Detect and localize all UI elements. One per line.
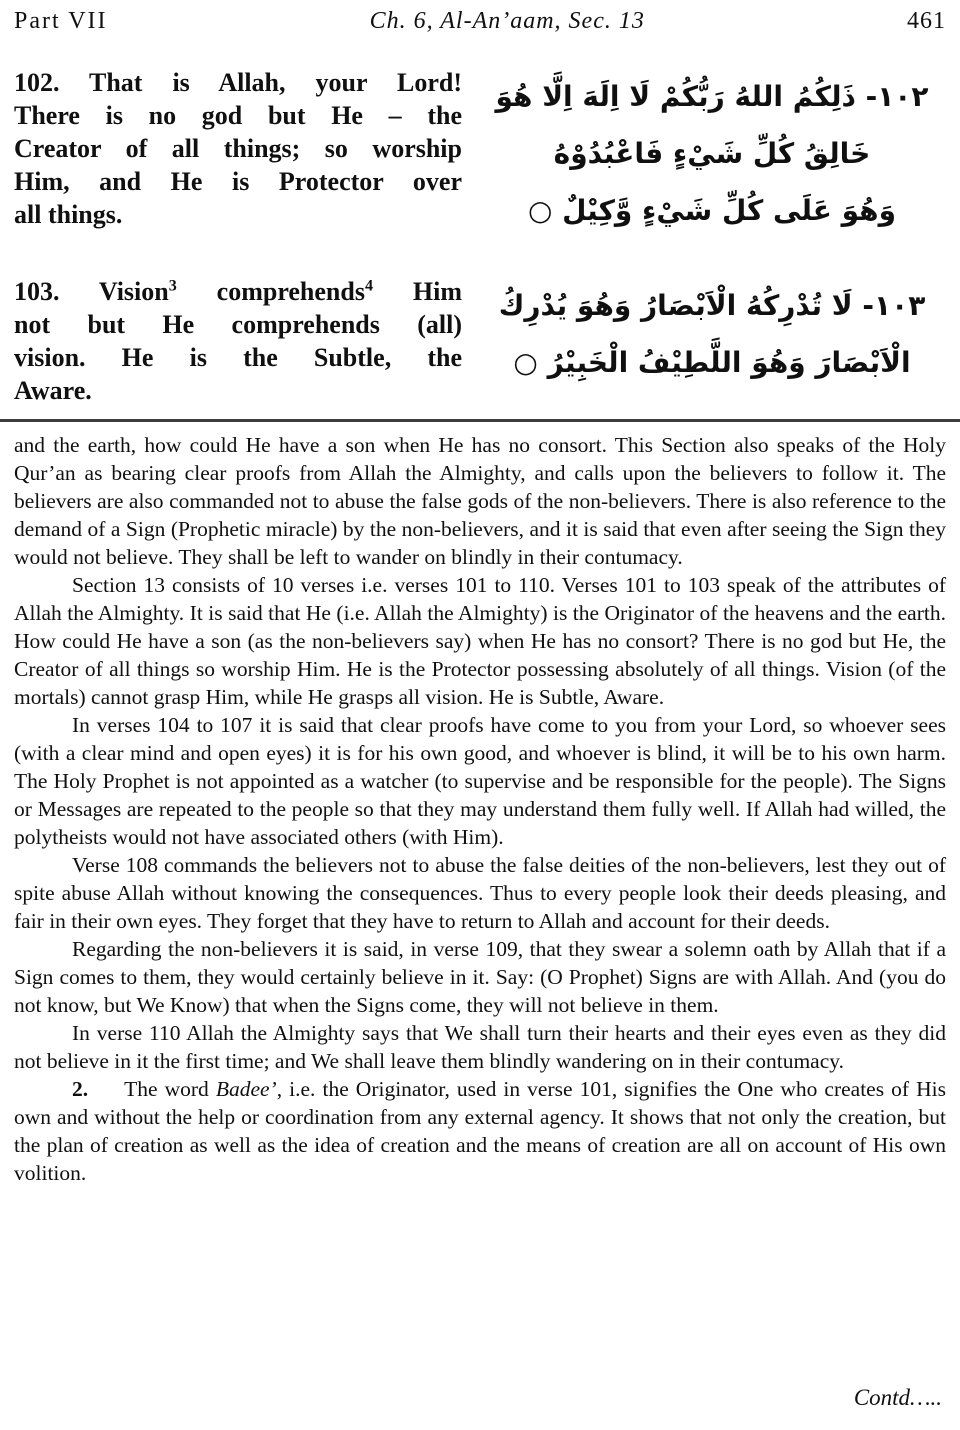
verse-english-line [14, 374, 462, 407]
arabic-line: خَالِقُ كُلِّ شَيْءٍ فَاعْبُدُوْهُ [553, 137, 871, 170]
text-segment: Regarding the non-believers it is said, in verse 109, that they swear a solemn oath by Allah that if a Sign comes to them, they would certainly believe in it. Say: (O Prophet) Signs are with Allah. And (you do not know, but We Know) that when the Signs come, they will not believe in them. [14, 937, 946, 1017]
commentary-paragraph [14, 935, 946, 1019]
text-segment: 103. Vision [14, 277, 169, 306]
verse-english-line [14, 132, 462, 165]
verse-english-line [14, 308, 462, 341]
text-segment: Badee’ [215, 1077, 277, 1101]
commentary-paragraph [14, 851, 946, 935]
chapter-title: Ch. 6, Al-An’aam, Sec. 13 [369, 8, 645, 34]
text-segment: In verse 110 Allah the Almighty says that We shall turn their hearts and their eyes even as they did not believe in it the first time; and We shall leave them blindly wandering on in their contumacy. [14, 1021, 946, 1073]
arabic-line: ١٠٣- لَا تُدْرِكُهُ الْاَبْصَارُ وَهُوَ يُدْرِكُ [498, 289, 926, 322]
text-segment: In verses 104 to 107 it is said that clear proofs have come to you from your Lord, so whoever sees (with a clear mind and open eyes) it is for his own good, and whoever is blind, it will be to his own harm. The Holy Prophet is not appointed as a watcher (to supervise and be responsible for the people). The Signs or Messages are repeated to the people so that they may understand them fully well. If Allah had willed, the polytheists would not have associated others (with Him). [14, 713, 946, 849]
commentary-section [14, 431, 946, 1187]
verse-english-line [14, 275, 462, 308]
section-divider [0, 419, 960, 422]
verse-english-translation [14, 66, 462, 231]
part-label: Part VII [14, 8, 108, 34]
commentary-paragraph [14, 431, 946, 571]
commentary-paragraph [14, 1019, 946, 1075]
text-segment: The word [124, 1077, 216, 1101]
text-segment: 2. [72, 1077, 89, 1101]
text-segment: Aware. [14, 376, 92, 405]
verse-english-line [14, 165, 462, 198]
text-segment: Creator of all things; so worship [14, 134, 462, 163]
text-segment: , i.e. the Originator, used in verse 101, signifies the One who creates of His own and without the help or coordination from any external agency. It shows that not only the creation, but the plan of creation as well as the idea of creation and the means of creation are all on account of His own volition. [14, 1077, 946, 1185]
arabic-line: ١٠٢- ذَلِكُمُ اللهُ رَبُّكُمْ لَا اِلَهَ اِلَّا هُوَ [495, 80, 929, 113]
text-segment: 102. That is Allah, your Lord! [14, 68, 462, 97]
page-header [14, 6, 946, 36]
verse-row [14, 66, 946, 239]
verse-arabic-text [478, 66, 946, 239]
commentary-paragraph [14, 711, 946, 851]
verse-english-line [14, 341, 462, 374]
verse-english-line [14, 198, 462, 231]
text-segment: Him [373, 277, 462, 306]
page-number: 461 [906, 8, 946, 34]
verse-english-line [14, 66, 462, 99]
verse-arabic-text [478, 275, 946, 391]
text-segment: and the earth, how could He have a son when He has no consort. This Section also speaks of the Holy Qur’an as bearing clear proofs from Allah the Almighty, and calls upon the believers to follow it. The believers are also commanded not to abuse the false gods of the non-believers. There is also reference to the demand of a Sign (Prophetic miracle) by the non-believers, and it is said that even after seeing the Sign they would not believe. They shall be left to wander on blindly in their contumacy. [14, 433, 946, 569]
verse-english-line [14, 99, 462, 132]
text-segment: There is no god but He – the [14, 101, 462, 130]
arabic-line: وَهُوَ عَلَى كُلِّ شَيْءٍ وَّكِيْلٌ ○ [528, 194, 896, 227]
page-footer [854, 1385, 942, 1411]
text-segment: Verse 108 commands the believers not to abuse the false deities of the non-believers, lest they out of spite abuse Allah without knowing the consequences. Thus to every people look their deeds pleasing, and fair in their own eyes. They forget that they have to return to Allah and account for their deeds. [14, 853, 946, 933]
text-segment: 4 [364, 277, 374, 295]
text-segment: comprehends [176, 277, 365, 306]
verse-row [14, 275, 946, 407]
text-segment: not but He comprehends (all) [14, 310, 462, 339]
contd-label: Contd….. [853, 1385, 942, 1410]
commentary-paragraph [14, 571, 946, 711]
commentary-paragraph [14, 1075, 946, 1187]
text-segment: vision. He is the Subtle, the [14, 343, 462, 372]
verse-english-translation [14, 275, 462, 407]
arabic-line: الْاَبْصَارَ وَهُوَ اللَّطِيْفُ الْخَبِيْرُ ○ [513, 346, 911, 379]
text-segment: Him, and He is Protector over [14, 167, 462, 196]
text-segment: all things. [14, 200, 123, 229]
text-segment: Section 13 consists of 10 verses i.e. verses 101 to 110. Verses 101 to 103 speak of the attributes of Allah the Almighty. It is said that He (i.e. Allah the Almighty) is the Originator of the heavens and the earth. How could He have a son (as the non-believers say) when He has no consort? There is no god but He, the Creator of all things so worship Him. He is the Protector possessing absolutely of all things. Vision (of the mortals) cannot grasp Him, while He grasps all vision. He is Subtle, Aware. [14, 573, 946, 709]
text-segment: 3 [168, 277, 177, 295]
verses-section [14, 66, 946, 407]
